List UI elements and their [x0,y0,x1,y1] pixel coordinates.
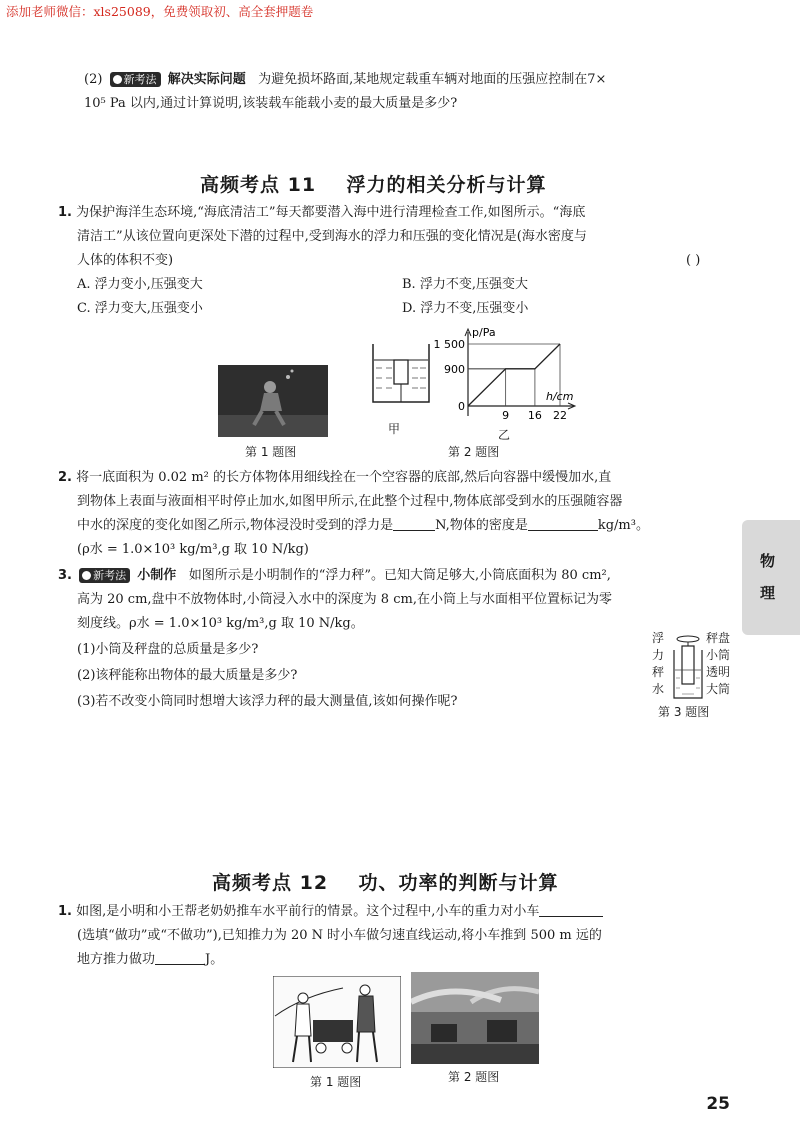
q1-option-c: C. 浮力变大,压强变小 [77,301,203,316]
prev-question-line2: 10⁵ Pa 以内,通过计算说明,该装载车能载小麦的最大质量是多少? [84,96,458,111]
bottom-fig1-caption: 第 1 题图 [310,1075,362,1089]
q1-option-d: D. 浮力不变,压强变小 [402,301,529,316]
q2-line4: (ρ水 = 1.0×10³ kg/m³,g 取 10 N/kg) [77,542,309,557]
page-number: 25 [706,1094,730,1114]
q1-line1: 1. 为保护海洋生态环境,“海底清洁工”每天都要潜入海中进行清理检查工作,如图所示。“海底 [58,205,586,220]
q4-line2: (选填“做功”或“不做功”),已知推力为 20 N 时小车做匀速直线运动,将小车推到 500 m 远的 [77,928,602,943]
q1-line3: 人体的体积不变) [77,253,174,268]
q1-option-a: A. 浮力变小,压强变大 [77,277,203,292]
y-tick-label: 0 [458,400,465,413]
section-11-heading: 高频考点 11 浮力的相关分析与计算 [200,174,547,196]
q3-line3: 刻度线。ρ水 = 1.0×10³ kg/m³,g 取 10 N/kg。 [77,616,364,631]
q4-line1: 1. 如图,是小明和小王帮老奶奶推车水平前行的情景。这个过程中,小车的重力对小车 [58,902,603,922]
q2-line1: 2. 将一底面积为 0.02 m² 的长方体物体用细线拴在一个空容器的底部,然后向容器中缓慢加水,直 [58,470,612,485]
fig3-left-labels: 浮 力 秤 水 [652,631,665,696]
q2-answer-blank-density[interactable] [528,517,598,531]
q1-answer-paren: ( ) [686,253,701,268]
cart-pushing-illustration [273,976,401,1068]
fig2-container-diagram [370,340,432,406]
x-tick-label: 9 [502,409,510,422]
new-method-tag: 新考法 [79,568,130,583]
fig2-jia-label: 甲 [388,422,401,436]
x-tick-label: 16 [527,409,542,422]
fig2-yi-label: 乙 [498,428,511,442]
q3-line1: 3. 新考法 小制作 如图所示是小明制作的“浮力秤”。已知大筒足够大,小筒底面积为 80 cm², [58,568,611,583]
q3-sub3: (3)若不改变小筒同时想增大该浮力秤的最大测量值,该如何操作呢? [77,694,458,709]
x-axis-label: h/cm [546,390,574,403]
q4-answer-blank-gravity-work[interactable] [539,903,603,917]
q2-line3: 中水的深度的变化如图乙所示,物体浸没时受到的浮力是 N,物体的密度是 kg/m³。 [77,518,649,533]
q2-answer-blank-buoyancy[interactable] [393,517,435,531]
q3-sub1: (1)小筒及秤盘的总质量是多少? [77,642,259,657]
q4-answer-blank-work[interactable] [155,951,205,965]
fig2-caption: 第 2 题图 [448,445,500,459]
fig3-right-labels: 秤盘 小筒 透明 大筒 [706,631,731,696]
q2-line2: 到物体上表面与液面相平时停止加水,如图甲所示,在此整个过程中,物体底部受到水的压强随容器 [77,494,623,509]
badge-icon [113,75,122,84]
fig3-scale-diagram [670,632,706,700]
fig3-caption: 第 3 题图 [658,705,710,719]
q3-sub2: (2)该秤能称出物体的最大质量是多少? [77,668,298,683]
q1-option-b: B. 浮力不变,压强变大 [402,277,528,292]
fig2-pressure-chart [430,326,580,426]
watermark: 添加老师微信：xls25089，免费领取初、高全套押题卷 [0,0,319,22]
q4-line3: 地方推力做功 J。 [77,952,224,967]
section-12-heading: 高频考点 12 功、功率的判断与计算 [212,872,559,894]
y-tick-label: 1 500 [433,338,465,351]
diver-photo [218,365,328,437]
x-tick-label: 22 [553,409,567,422]
badge-icon [82,571,91,580]
fig1-caption: 第 1 题图 [245,445,297,459]
y-axis-label: p/Pa [472,326,496,339]
y-tick-label: 900 [444,362,465,376]
new-method-tag: 新考法 [110,72,161,87]
water-cannon-photo [411,972,539,1064]
bottom-fig2-caption: 第 2 题图 [448,1070,500,1084]
q1-line2: 清洁工”从该位置向更深处下潜的过程中,受到海水的浮力和压强的变化情况是(海水密度与 [77,229,587,244]
q3-line2: 高为 20 cm,盘中不放物体时,小筒浸入水中的深度为 8 cm,在小筒上与水面相平位置标记为零 [77,592,612,607]
prev-question-line1: (2) 新考法 解决实际问题 为避免损坏路面,某地规定载重车辆对地面的压强应控制在7× [84,72,607,87]
subject-side-tab: 物 理 [742,520,800,635]
